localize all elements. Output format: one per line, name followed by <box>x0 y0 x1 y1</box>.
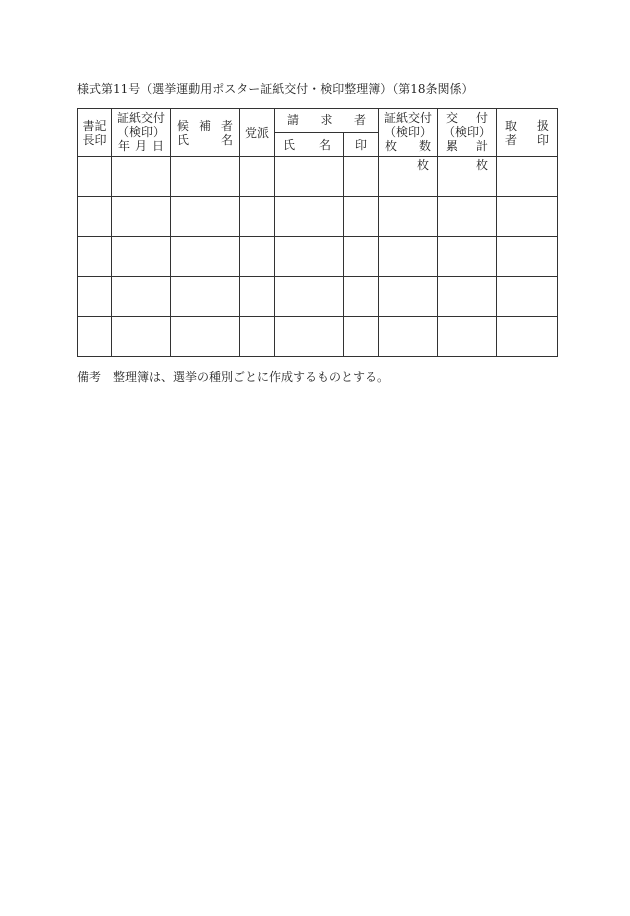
cell[interactable] <box>240 277 275 317</box>
cell[interactable] <box>497 237 558 277</box>
cell[interactable] <box>379 237 438 277</box>
cell[interactable] <box>78 317 112 357</box>
table-row <box>78 157 558 197</box>
cell[interactable] <box>240 317 275 357</box>
cell[interactable] <box>438 197 497 237</box>
table-row <box>78 317 558 357</box>
cell[interactable] <box>240 157 275 197</box>
remarks-label: 備考 <box>77 370 102 384</box>
cell[interactable] <box>438 237 497 277</box>
cell[interactable] <box>112 237 171 277</box>
cell[interactable] <box>78 197 112 237</box>
table-row <box>78 277 558 317</box>
cell[interactable] <box>171 317 240 357</box>
header-handler-seal: 取 扱 者 印 <box>497 109 558 157</box>
cell[interactable] <box>344 197 379 237</box>
table-row <box>78 197 558 237</box>
cell[interactable] <box>275 277 344 317</box>
header-secretary-seal: 書記 長印 <box>78 109 112 157</box>
cell[interactable] <box>344 277 379 317</box>
cell[interactable] <box>344 237 379 277</box>
header-issue-count: 証紙交付 （検印） 枚 数 <box>379 109 438 157</box>
cell[interactable] <box>240 237 275 277</box>
ledger-table <box>77 108 558 357</box>
cell[interactable] <box>171 197 240 237</box>
cell[interactable] <box>78 237 112 277</box>
cell[interactable] <box>78 157 112 197</box>
header-cumulative: 交 付 （検印） 累 計 <box>438 109 497 157</box>
cell[interactable] <box>497 157 558 197</box>
remarks-note <box>77 368 389 385</box>
unit-label: 枚 <box>417 158 430 172</box>
header-row <box>78 109 558 133</box>
header-candidate-name: 候 補 者 氏 名 <box>171 109 240 157</box>
cell[interactable] <box>497 277 558 317</box>
cell[interactable] <box>112 317 171 357</box>
cell[interactable] <box>275 237 344 277</box>
cell-cumulative[interactable] <box>438 157 497 197</box>
header-requester: 請 求 者 <box>275 109 379 133</box>
cell[interactable] <box>438 277 497 317</box>
cell[interactable] <box>275 157 344 197</box>
header-requester-seal: 印 <box>344 133 379 157</box>
cell[interactable] <box>344 157 379 197</box>
cell[interactable] <box>344 317 379 357</box>
cell[interactable] <box>240 197 275 237</box>
cell[interactable] <box>171 157 240 197</box>
cell[interactable] <box>379 317 438 357</box>
cell[interactable] <box>275 197 344 237</box>
cell[interactable] <box>379 277 438 317</box>
header-issue-date: 証紙交付 （検印） 年 月 日 <box>112 109 171 157</box>
header-party: 党派 <box>240 109 275 157</box>
cell[interactable] <box>497 317 558 357</box>
cell[interactable] <box>275 317 344 357</box>
cell[interactable] <box>171 237 240 277</box>
cell[interactable] <box>112 277 171 317</box>
cell[interactable] <box>112 157 171 197</box>
page-title: 様式第11号（選挙運動用ポスター証紙交付・検印整理簿）（第18条関係） <box>77 82 474 96</box>
cell[interactable] <box>438 317 497 357</box>
cell[interactable] <box>379 197 438 237</box>
cell-count[interactable] <box>379 157 438 197</box>
table-row <box>78 237 558 277</box>
unit-label: 枚 <box>476 158 489 172</box>
cell[interactable] <box>78 277 112 317</box>
cell[interactable] <box>497 197 558 237</box>
remarks-text: 整理簿は、選挙の種別ごとに作成するものとする。 <box>113 370 390 384</box>
cell[interactable] <box>171 277 240 317</box>
header-requester-name: 氏 名 <box>275 133 344 157</box>
cell[interactable] <box>112 197 171 237</box>
